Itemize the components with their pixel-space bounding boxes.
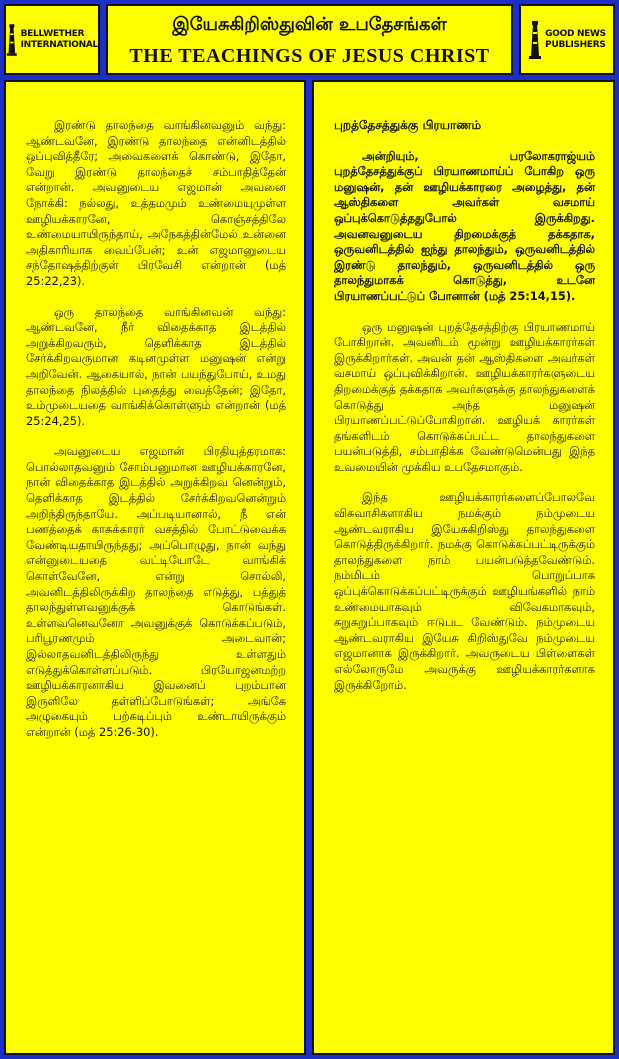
scripture-paragraph: அன்றியும், பரலோகராஜ்யம் புறத்தேசத்துக்குப் பிரயாணமாய்ப் போகிற ஒரு மனுஷன், தன் ஊழியக்காரரை அழைத்து, தன் ஆஸ்திகளை அவர்கள் வசமாய் ஒப்புக்கொடுத்ததுபோல் இருக்கிறது. அவனவனுடைய திறமைக்குத் தக்கதாக, ஒருவனிடத்தில் ஐந்து தாலந்தும், ஒருவனிடத்தில் இரண்டு தாலந்தும், ஒருவனிடத்தில் ஒரு தாலந்துமாகக் கொடுத்து, உடனே பிரயாணப்பட்டுப் போனான் (மத் 25:14,15). bbox=[334, 148, 595, 303]
paragraph: அவனுடைய எஜமான் பிரதியுத்தரமாக: பொல்லாதவனும் சோம்பனுமான ஊழியக்காரனே, நான் விதைக்காத இடத்தில் அறுக்கிறவ னென்றும், தெளிக்காத இடத்தில் சேர்க்கிறவனென்றும் அறிந்திருந்தாயே. அப்படியானால், நீ என் பணத்தைக் காசுக்காரர் வசத்தில் போட்டுவைக்க வேண்டியதாயிருந்தது; அப்பொழுது, நான் வந்து என்னுடையதை வட்டியோடே வாங்கிக் கொள்வேனே, என்று சொல்லி, அவனிடத்திலிருக்கிற தாலந்தை எடுத்து, பத்துத் தாலந்துள்ளவனுக்குக் கொடுங்கள். உள்ளவனெவனோ அவனுக்குக் கொடுக்கப்படும், பரிபூரணமும் அடைவான்; இல்லாதவனிடத்திலிருந்து உள்ளதும் எடுத்துக்கொள்ளப்படும். பிரயோஜனமற்ற ஊழியக்காரனாகிய இவனைப் புறம்பான இருளிலே தள்ளிப்போடுங்கள்; அங்கே அழுகையும் பற்கடிப்பும் உண்டாயிருக்கும் என்றான் (மத் 25:26-30). bbox=[26, 444, 286, 739]
bellwether-logo bbox=[4, 4, 100, 75]
good-news-logo bbox=[519, 4, 615, 75]
page-header bbox=[2, 2, 617, 77]
section-title: புறத்தேசத்துக்கு பிரயாணம் bbox=[334, 118, 482, 132]
paragraph: இந்த ஊழியக்காரர்களைப்போலவே விசுவாசிகளாகிய நமக்கும் நம்முடைய ஆண்டவராகிய இயேசுகிறிஸ்து தாலந்துகளை கொடுத்திருக்கிறார். நமக்கு கொடுக்கப்பட்டிருக்கும் தாலந்துகளை நாம் பயன்படுத்தவேண்டும். நம்மிடம் பொறுப்பாக ஒப்புக்கொடுக்கப்பட்டிருக்கும் ஊழியங்களில் நாம் உண்மையாகவும் விவேகமாகவும், சுறுசுறுப்பாகவும் ஈடுபட வேண்டும். நம்முடைய ஆண்டவராகிய இயேசு கிறிஸ்துவே நம்முடைய எஜமானாக இருக்கிறார். அவருடைய பிள்ளைகள் எல்லோருமே அவருக்கு ஊழியக்காரர்களாக இருக்கிறோம். bbox=[334, 490, 595, 692]
logo-right-text: GOOD NEWS PUBLISHERS bbox=[545, 28, 606, 50]
right-column bbox=[312, 80, 615, 1055]
page-title-tamil: இயேசுகிறிஸ்துவின் உபதேசங்கள் bbox=[172, 14, 447, 35]
paragraph: ஒரு தாலந்தை வாங்கினவன் வந்து: ஆண்டவனே, நீர் விதைக்காத இடத்தில் அறுக்கிறவரும், தெளிக்காத இடத்தில் சேர்க்கிறவருமான கடினமுள்ள மனுஷன் என்று அறிவேன். ஆகையால், நான் பயந்துபோய், உமது தாலந்தை நிலத்தில் புதைத்து வைத்தேன்; இதோ, உம்முடையதை வாங்கிக்கொள்ளும் என்றான் (மத் 25:24,25). bbox=[26, 304, 286, 428]
lighthouse-icon bbox=[528, 20, 542, 60]
title-box bbox=[106, 4, 513, 75]
paragraph: ஒரு மனுஷன் புறத்தேசத்திற்கு பிரயாணமாய் போகிறான். அவனிடம் மூன்று ஊழியக்காரர்கள் இருக்கிறார்கள். அவன் தன் ஆஸ்திகளை அவர்கள் வசமாய் ஒப்புவிக்கிறான். ஊழியக்காரர்களுடைய திறமைக்குத் தக்கதாக அவர்களுக்கு தாலந்துகளைக் கொடுத்து அந்த மனுஷன் பிரயாணப்பட்டுப்போகிறான். ஊழியக் காரர்கள் தங்களிடம் கொடுக்கப்பட்ட தாலந்துகளை பயன்படுத்தி, சம்பாதிக்க வேண்டுமென்பது இந்த உவமையின் முக்கிய உபதேசமாகும். bbox=[334, 319, 595, 474]
logo-left-text: BELLWETHER INTERNATIONAL bbox=[20, 28, 98, 50]
left-column bbox=[4, 80, 306, 1055]
paragraph: இரண்டு தாலந்தை வாங்கினவனும் வந்து: ஆண்டவனே, இரண்டு தாலந்தை என்னிடத்தில் ஒப்புவித்தீரே; அவைகளைக் கொண்டு, இதோ, வேறு இரண்டு தாலந்தைச் சம்பாதித்தேன் என்றான். அவனுடைய எஜமான் அவனை நோக்கி: நல்லது, உத்தமமும் உண்மையுமுள்ள ஊழியக்காரனே, கொஞ்சத்திலே உண்மையாயிருந்தாய், அநேகத்தின்மேல் உன்னை அதிகாரியாக வைப்பேன்; உன் எஜமானுடைய சந்தோஷத்திற்குள் பிரவேசி என்றான் (மத் 25:22,23). bbox=[26, 118, 286, 288]
lighthouse-icon bbox=[6, 20, 18, 60]
page-title-english: THE TEACHINGS OF JESUS CHRIST bbox=[129, 45, 490, 67]
